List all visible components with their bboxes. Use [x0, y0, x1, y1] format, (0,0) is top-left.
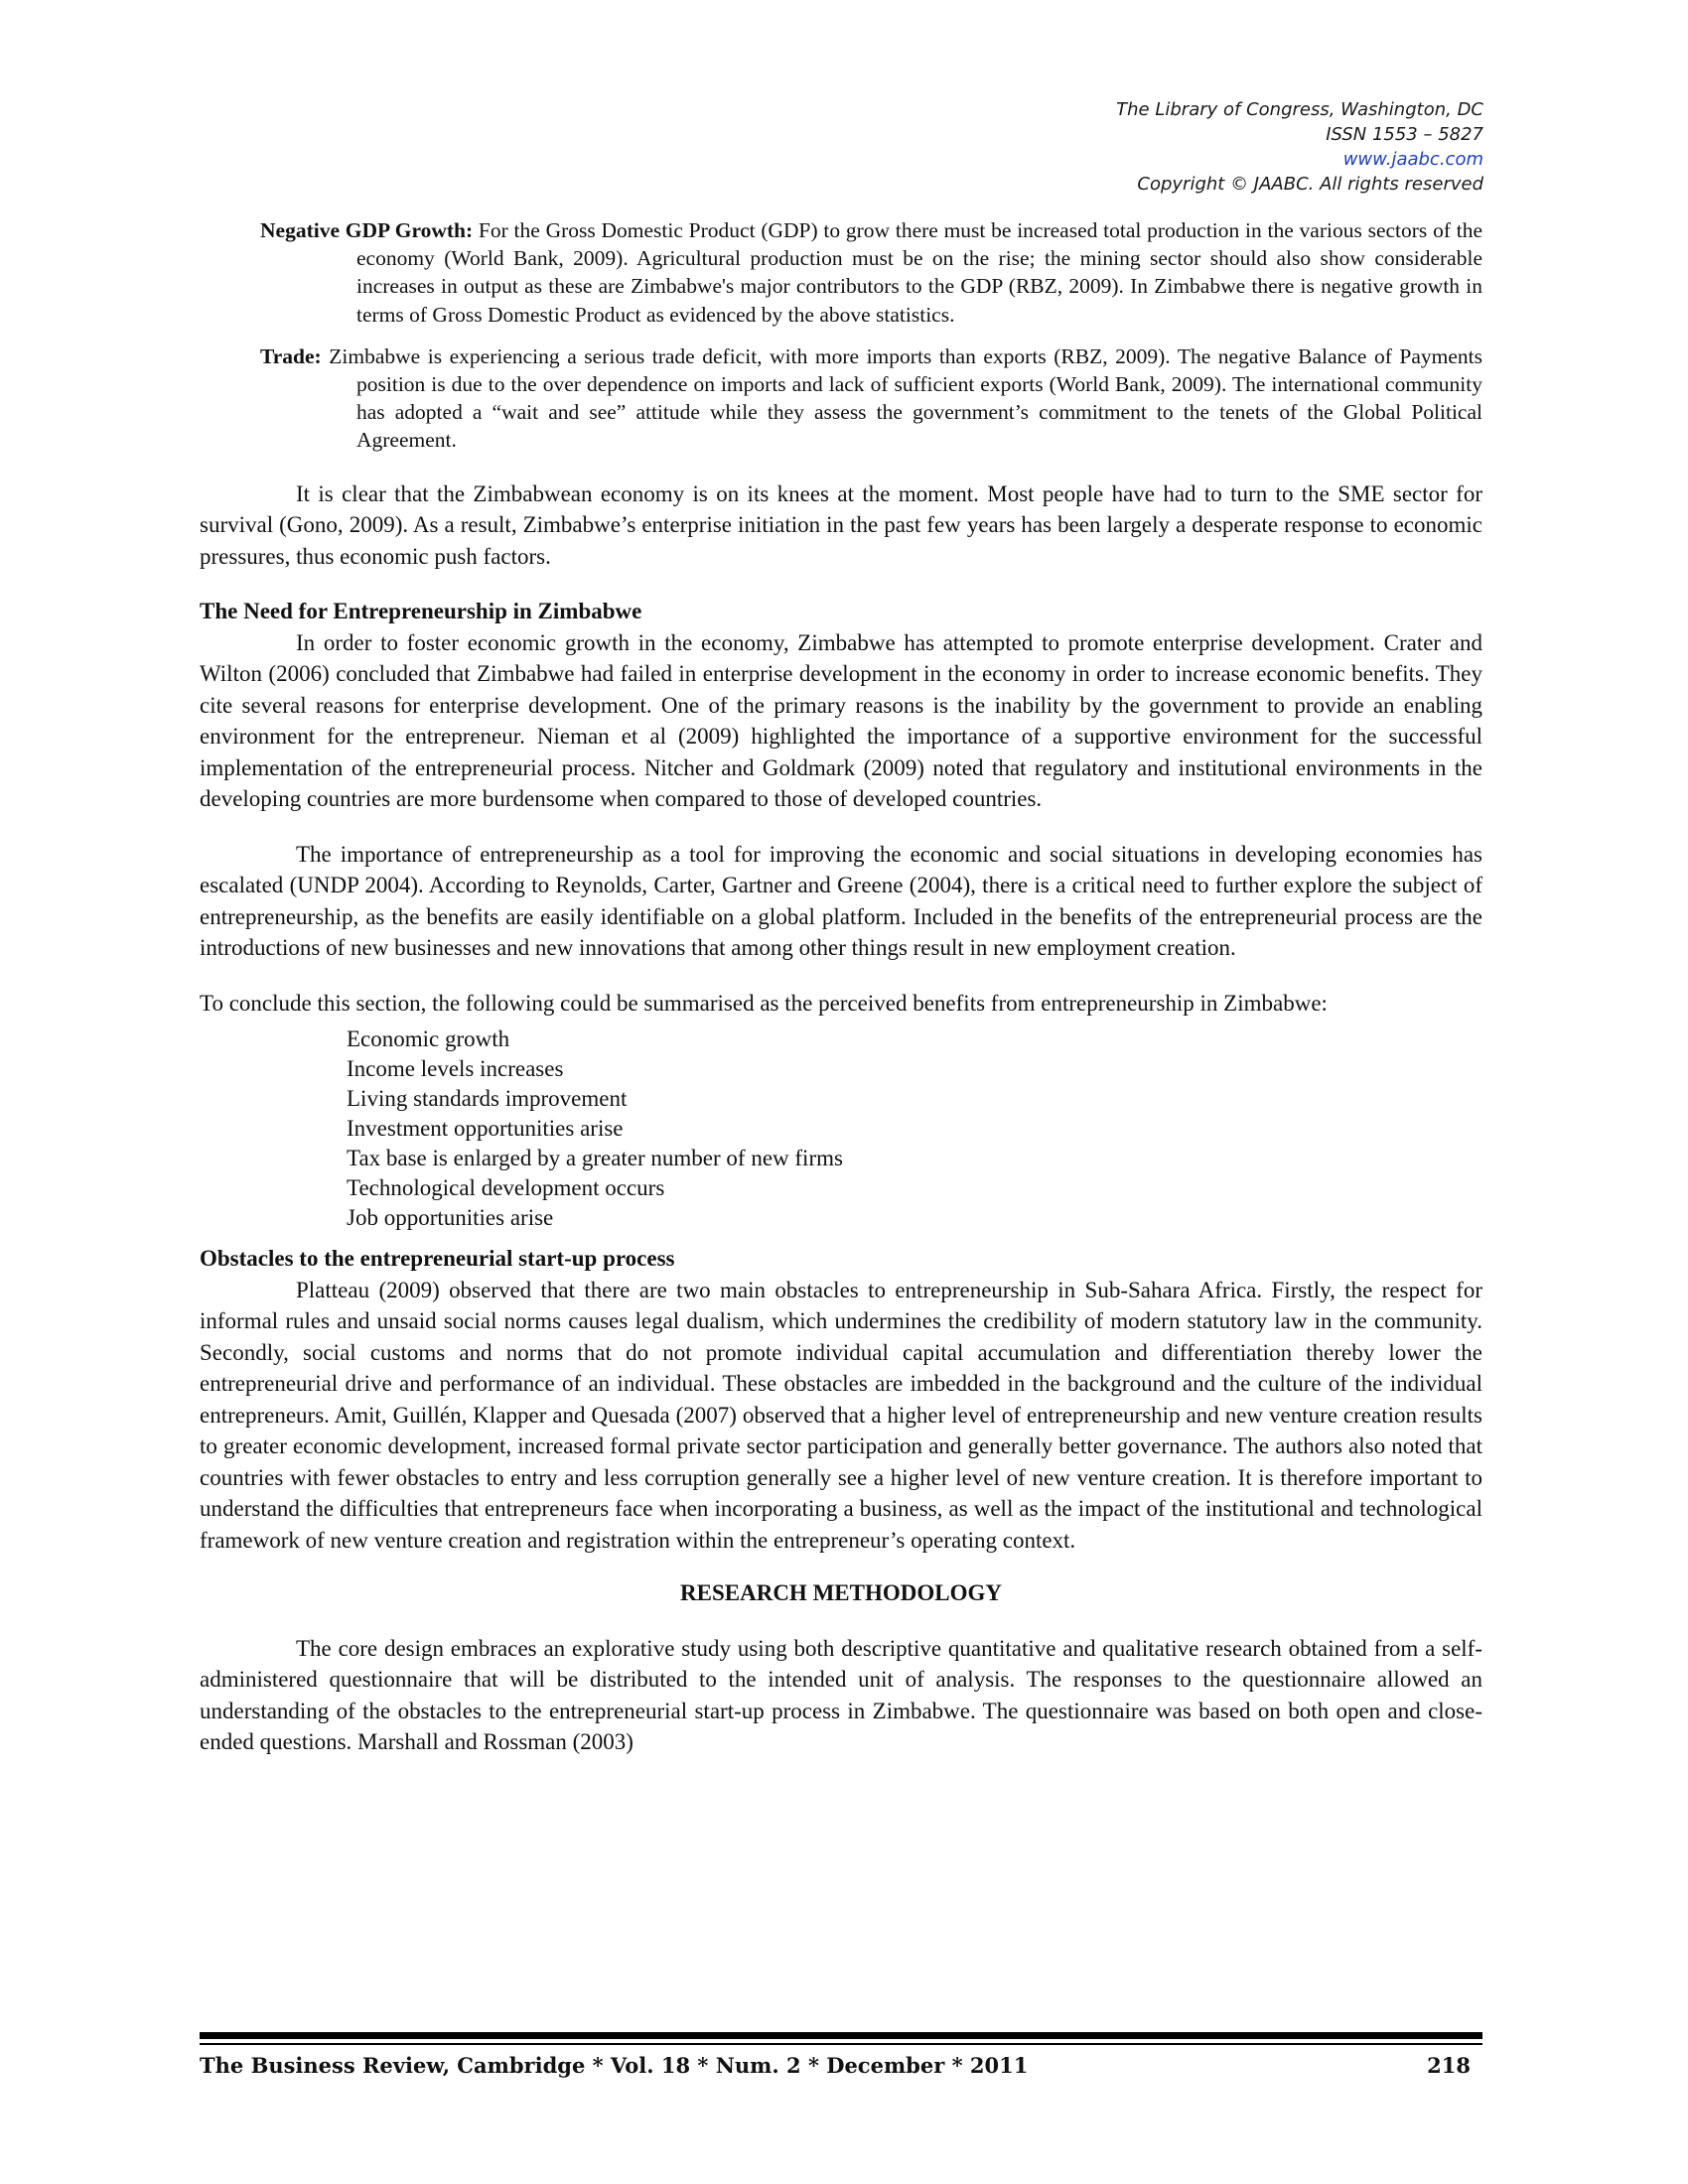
- text-trade: Zimbabwe is experiencing a serious trade deficit, with more imports than exports (RBZ, 2009). The negative Balance of Payments position is due to the over dependence on imports and lack of sufficient exports (World Bank, 2009). The international community has adopted a “wait and see” attitude while they assess the government’s commitment to the tenets of the Global Political Agreement.: [321, 343, 1482, 453]
- footer-rule-thick: [200, 2032, 1482, 2039]
- paragraph-methodology: The core design embraces an explorative study using both descriptive quantitative and qualitative research obtained from a self-administered questionnaire that will be distributed to the intended unit of analysis. The responses to the questionnaire allowed an understanding of the obstacles to the entrepreneurial start-up process in Zimbabwe. The questionnaire was based on both open and close-ended questions. Marshall and Rossman (2003): [200, 1635, 1482, 1755]
- footer-journal: The Business Review, Cambridge * Vol. 18 * Num. 2 * December * 2011: [200, 2053, 1029, 2078]
- header-copyright: Copyright © JAABC. All rights reserved: [1137, 174, 1483, 195]
- list-item-gdp: [200, 216, 1482, 329]
- benefit-item: Income levels increases: [347, 1056, 564, 1082]
- heading-obstacles: Obstacles to the entrepreneurial start-up process: [200, 1246, 675, 1272]
- heading-need-entrepreneurship: The Need for Entrepreneurship in Zimbabwe: [200, 599, 642, 624]
- paragraph-need-3: To conclude this section, the following could be summarised as the perceived benefits from entrepreneurship in Zimbabwe:: [200, 990, 1328, 1016]
- term-trade: Trade:: [260, 343, 322, 368]
- list-item-trade: [200, 342, 1482, 455]
- paragraph-need-2: The importance of entrepreneurship as a tool for improving the economic and social situations in developing economies has escalated (UNDP 2004). According to Reynolds, Carter, Gartner and Greene (2004), there is a critical need to further explore the subject of entrepreneurship, as the benefits are easily identifiable on a global platform. Included in the benefits of the entrepreneurial process are the introductions of new businesses and new innovations that among other things result in new employment creation.: [200, 841, 1482, 961]
- benefit-item: Living standards improvement: [347, 1086, 628, 1112]
- header-library: The Library of Congress, Washington, DC: [1116, 99, 1483, 120]
- paragraph-need-1: In order to foster economic growth in the economy, Zimbabwe has attempted to promote enterprise development. Crater and Wilton (2006) concluded that Zimbabwe had failed in enterprise development in the economy in order to increase economic benefits. They cite several reasons for enterprise development. One of the primary reasons is the inability by the government to provide an enabling environment for the entrepreneur. Nieman et al (2009) highlighted the importance of a supportive environment for the successful implementation of the entrepreneurial process. Nitcher and Goldmark (2009) noted that regulatory and institutional environments in the developing countries are more burdensome when compared to those of developed countries.: [200, 629, 1482, 812]
- paragraph-economy: It is clear that the Zimbabwean economy is on its knees at the moment. Most people have had to turn to the SME sector for survival (Gono, 2009). As a result, Zimbabwe’s enterprise initiation in the past few years has been largely a desperate response to economic pressures, thus economic push factors.: [200, 480, 1482, 569]
- page-number: 218: [1427, 2053, 1471, 2078]
- benefits-list: [347, 1024, 1482, 1233]
- running-header: [1116, 97, 1483, 197]
- text-gdp: For the Gross Domestic Product (GDP) to grow there must be increased total production in the various sectors of the economy (World Bank, 2009). Agricultural production must be on the rise; the mining sector should also show considerable increases in output as these are Zimbabwe's major contributors to the GDP (RBZ, 2009). In Zimbabwe there is negative growth in terms of Gross Domestic Product as evidenced by the above statistics.: [356, 218, 1483, 327]
- header-website-link[interactable]: www.jaabc.com: [1342, 149, 1483, 170]
- footer-rule-thin: [200, 2043, 1482, 2045]
- benefit-item: Investment opportunities arise: [347, 1116, 624, 1142]
- paragraph-obstacles: Platteau (2009) observed that there are two main obstacles to entrepreneurship in Sub-Sahara Africa. Firstly, the respect for informal rules and unsaid social norms causes legal dualism, which undermines the credibility of modern statutory law in the community. Secondly, social customs and norms that do not promote individual capital accumulation and differentiation thereby lower the entrepreneurial drive and performance of an individual. These obstacles are imbedded in the background and the culture of the individual entrepreneurs. Amit, Guillén, Klapper and Quesada (2007) observed that a higher level of entrepreneurship and new venture creation results to greater economic development, increased formal private sector participation and generally better governance. The authors also noted that countries with fewer obstacles to entry and less corruption generally see a higher level of new venture creation. It is therefore important to understand the difficulties that entrepreneurs face when incorporating a business, as well as the impact of the institutional and technological framework of new venture creation and registration within the entrepreneur’s operating context.: [200, 1277, 1482, 1553]
- heading-research-methodology: RESEARCH METHODOLOGY: [680, 1580, 1002, 1606]
- benefit-item: Tax base is enlarged by a greater number of new firms: [347, 1146, 843, 1171]
- benefit-item: Job opportunities arise: [347, 1205, 554, 1231]
- term-gdp: Negative GDP Growth:: [260, 218, 474, 242]
- benefit-item: Economic growth: [347, 1026, 510, 1052]
- article-body: [200, 216, 1482, 1758]
- running-footer: [200, 2053, 1482, 2078]
- header-issn: ISSN 1553 – 5827: [1326, 124, 1483, 145]
- benefit-item: Technological development occurs: [347, 1175, 665, 1201]
